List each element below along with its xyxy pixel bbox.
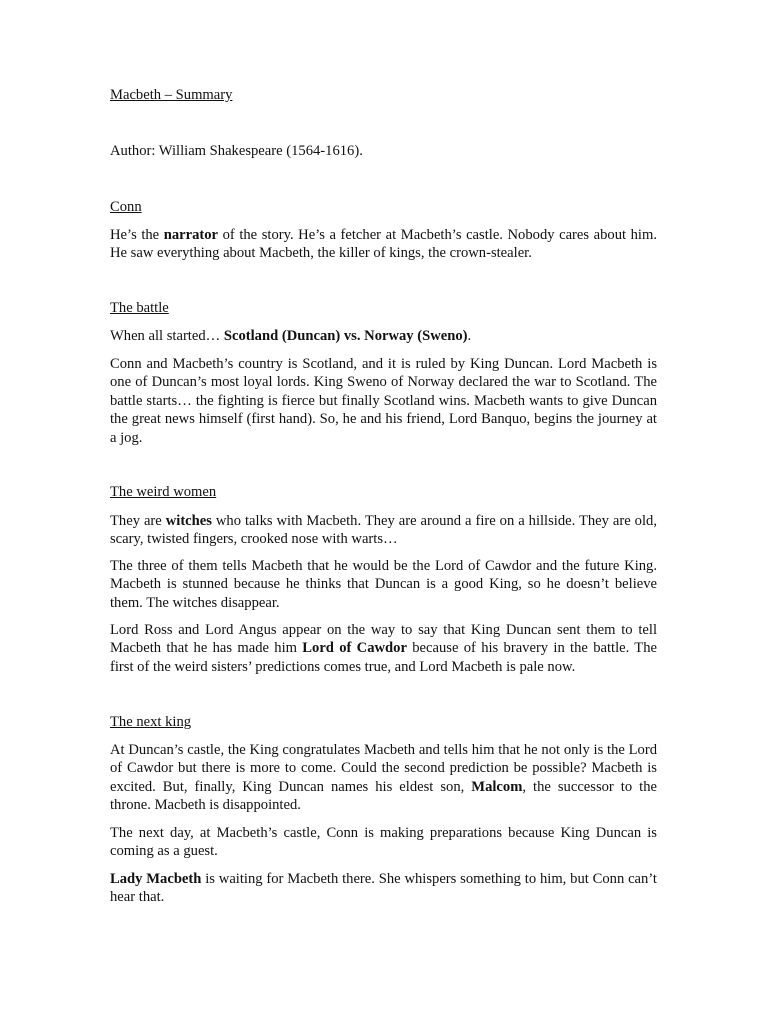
next-king-paragraph-3: Lady Macbeth is waiting for Macbeth there. She whispers something to him, but Conn can’t hear that. [110,871,657,906]
section-heading-conn: Conn [110,199,142,215]
section-heading-weird-women: The weird women [110,484,217,500]
witches-emphasis: witches [165,513,212,529]
malcom-emphasis: Malcom [471,778,523,795]
section-heading-battle: The battle [110,300,169,316]
section-heading-next-king: The next king [110,714,192,730]
narrator-emphasis: narrator [163,227,219,243]
lord-of-cawdor-emphasis: Lord of Cawdor [302,640,407,657]
battle-paragraph-1: When all started… Scotland (Duncan) vs. Norway (Sweno). [110,328,472,344]
document-title: Macbeth – Summary [110,87,233,103]
conn-paragraph-1: He’s the narrator of the story. He’s a fetcher at Macbeth’s castle. Nobody cares about him. He saw everything about Macbeth, the killer of kings, the crown-stealer. [110,227,657,262]
weird-women-paragraph-2: The three of them tells Macbeth that he would be the Lord of Cawdor and the future King. Macbeth is stunned because he thinks that Duncan is a good King, so he doesn’t believe them. The witches disappear. [110,558,657,611]
next-king-paragraph-1: At Duncan’s castle, the King congratulates Macbeth and tells him that he not only is the Lord of Cawdor but there is more to come. Could the second prediction be possible? Macbeth is excited. But, finally, King Duncan names his eldest son, Malcom, the successor to the throne. Macbeth is disappointed. [110,742,657,814]
next-king-paragraph-2: The next day, at Macbeth’s castle, Conn is making preparations because King Duncan is coming as a guest. [110,825,657,860]
lady-macbeth-emphasis: Lady Macbeth [110,871,202,887]
weird-women-paragraph-1: They are witches who talks with Macbeth. They are around a fire on a hillside. They are old, scary, twisted fingers, crooked nose with warts… [110,513,657,548]
battle-paragraph-2: Conn and Macbeth’s country is Scotland, and it is ruled by King Duncan. Lord Macbeth is one of Duncan’s most loyal lords. King Sweno of Norway declared the war to Scotland. The battle starts… the fighting is fierce but finally Scotland wins. Macbeth wants to give Duncan the great news himself (first hand). So, he and his friend, Lord Banquo, begins the journey at a jog. [110,356,657,446]
weird-women-paragraph-3: Lord Ross and Lord Angus appear on the way to say that King Duncan sent them to tell Macbeth that he has made him Lord of Cawdor because of his bravery in the battle. The first of the weird sisters’ predictions comes true, and Lord Macbeth is pale now. [110,622,657,675]
author-line: Author: William Shakespeare (1564-1616). [110,143,363,159]
scotland-norway-emphasis: Scotland (Duncan) vs. Norway (Sweno) [223,328,468,344]
